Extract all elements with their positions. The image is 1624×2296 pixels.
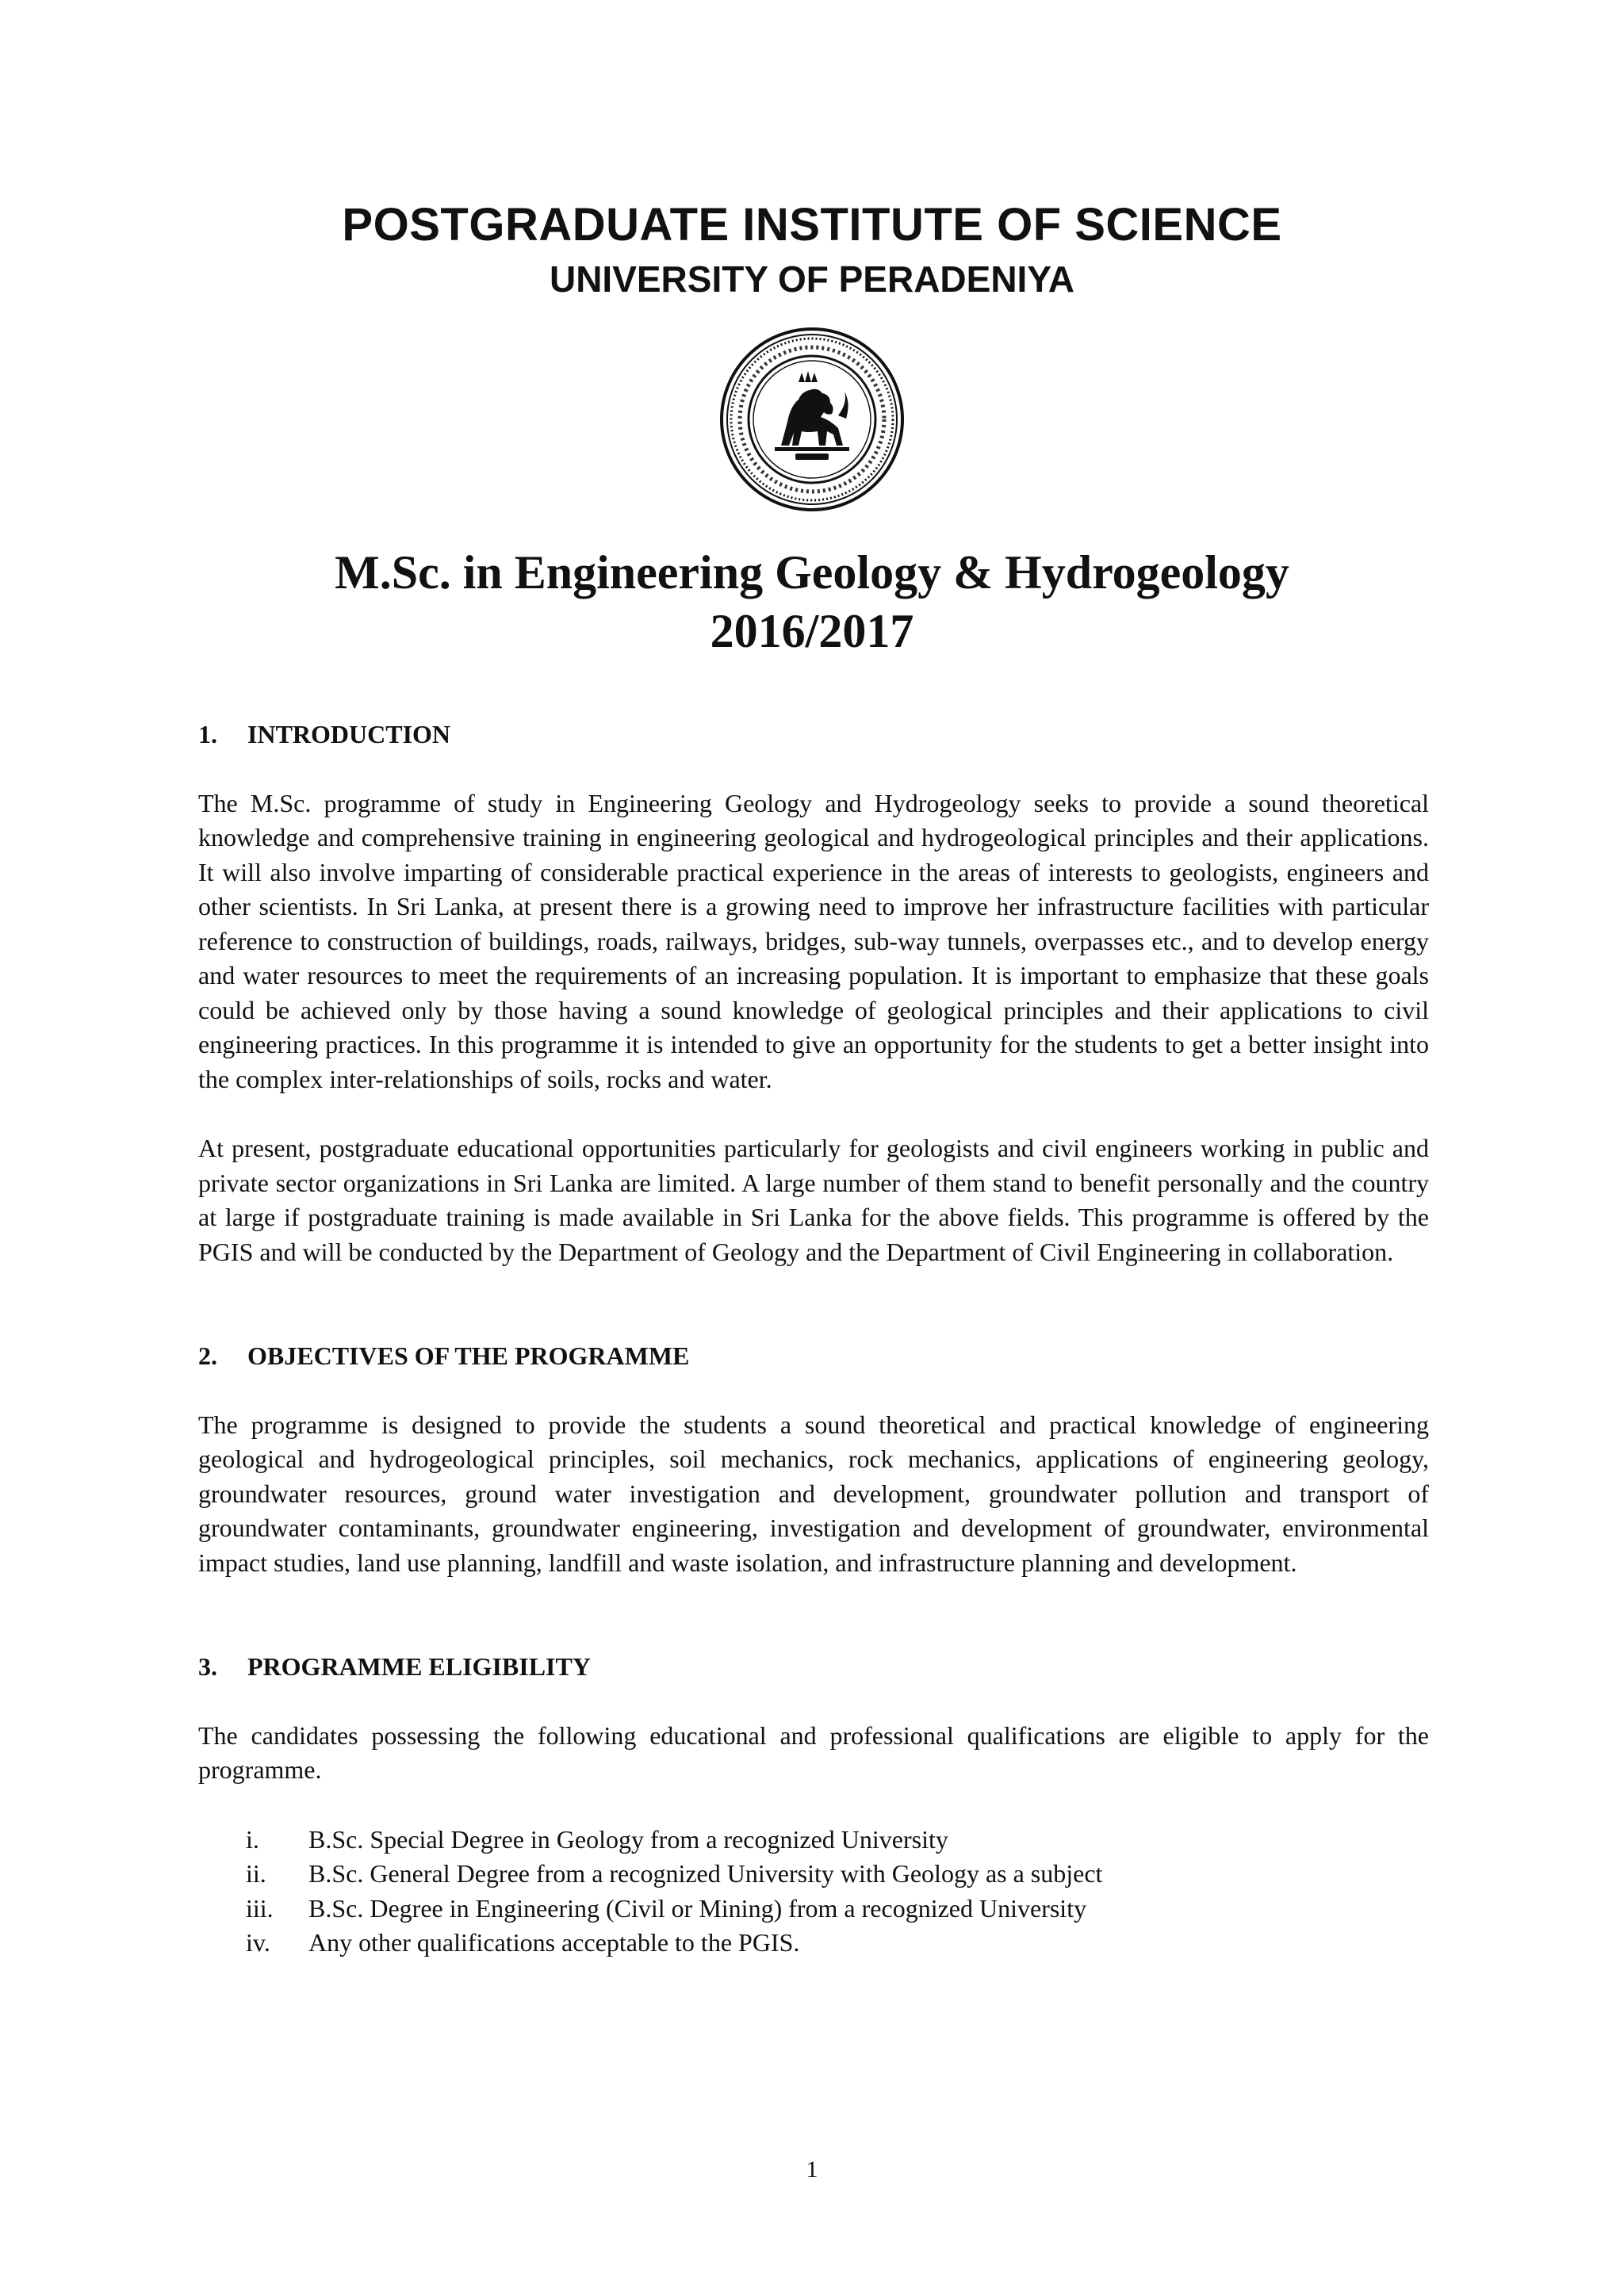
list-marker: ii. bbox=[246, 1859, 266, 1888]
section-number: 3. bbox=[198, 1652, 217, 1681]
section-title: INTRODUCTION bbox=[247, 720, 451, 748]
introduction-paragraph-1: The M.Sc. programme of study in Engineering Geology and Hydrogeology seeks to provide a sound theoretical knowledge and comprehensive training in engineering geological and hydrogeological principles and their applications. It will also involve imparting of considerable practical experience in the areas of interests to geologists, engineers and other scientists. In Sri Lanka, at present there is a growing need to improve her infrastructure facilities with particular reference to construction of buildings, roads, railways, bridges, sub-way tunnels, overpasses etc., and to develop energy and water resources to meet the requirements of an increasing population. It is important to emphasize that these goals could be achieved only by those having a sound knowledge of geological principles and their applications to civil engineering practices. In this programme it is intended to give an opportunity for the students to get a better insight into the complex inter-relationships of soils, rocks and water. bbox=[198, 788, 1429, 1093]
page-number: 1 bbox=[806, 2156, 818, 2183]
university-seal-icon bbox=[719, 327, 905, 512]
section-heading-objectives bbox=[198, 1339, 1429, 1374]
list-item-text: B.Sc. Degree in Engineering (Civil or Mining) from a recognized University bbox=[308, 1893, 1087, 1923]
list-item-text: Any other qualifications acceptable to the PGIS. bbox=[308, 1928, 800, 1957]
eligibility-paragraph: The candidates possessing the following educational and professional qualifications are eligible to apply for the programme. bbox=[198, 1720, 1429, 1784]
list-marker: iii. bbox=[246, 1893, 274, 1923]
list-marker: iv. bbox=[246, 1928, 270, 1957]
programme-title: M.Sc. in Engineering Geology & Hydrogeology bbox=[335, 546, 1289, 599]
document-body bbox=[198, 718, 1429, 1961]
section-heading-introduction bbox=[198, 718, 1429, 752]
list-item-text: B.Sc. General Degree from a recognized University with Geology as a subject bbox=[308, 1859, 1103, 1888]
list-item bbox=[246, 1892, 1429, 1927]
section-number: 2. bbox=[198, 1341, 217, 1370]
introduction-paragraph-2: At present, postgraduate educational opportunities particularly for geologists and civil engineers working in public and private sector organizations in Sri Lanka are limited. A large number of them stand to benefit personally and the country at large if postgraduate training is made available in Sri Lanka for the above fields. This programme is offered by the PGIS and will be conducted by the Department of Geology and the Department of Civil Engineering in collaboration. bbox=[198, 1134, 1429, 1266]
section-heading-eligibility bbox=[198, 1650, 1429, 1685]
university-title: UNIVERSITY OF PERADENIYA bbox=[549, 258, 1075, 300]
objectives-paragraph: The programme is designed to provide the students a sound theoretical and practical knowledge of engineering geological and hydrogeological principles, soil mechanics, rock mechanics, applications of engineering geology, groundwater resources, ground water investigation and development, groundwater pollution and transport of groundwater contaminants, groundwater engineering, investigation and development of groundwater, environmental impact studies, land use planning, landfill and waste isolation, and infrastructure planning and development. bbox=[198, 1410, 1429, 1577]
section-number: 1. bbox=[198, 720, 217, 748]
list-item bbox=[246, 1857, 1429, 1892]
section-title: PROGRAMME ELIGIBILITY bbox=[247, 1652, 591, 1681]
list-marker: i. bbox=[246, 1824, 259, 1854]
programme-year: 2016/2017 bbox=[710, 605, 914, 657]
eligibility-list bbox=[198, 1823, 1429, 1961]
list-item-text: B.Sc. Special Degree in Geology from a recognized University bbox=[308, 1824, 948, 1854]
institute-title: POSTGRADUATE INSTITUTE OF SCIENCE bbox=[342, 199, 1282, 251]
list-item bbox=[246, 1823, 1429, 1858]
section-title: OBJECTIVES OF THE PROGRAMME bbox=[247, 1341, 690, 1370]
list-item bbox=[246, 1926, 1429, 1961]
